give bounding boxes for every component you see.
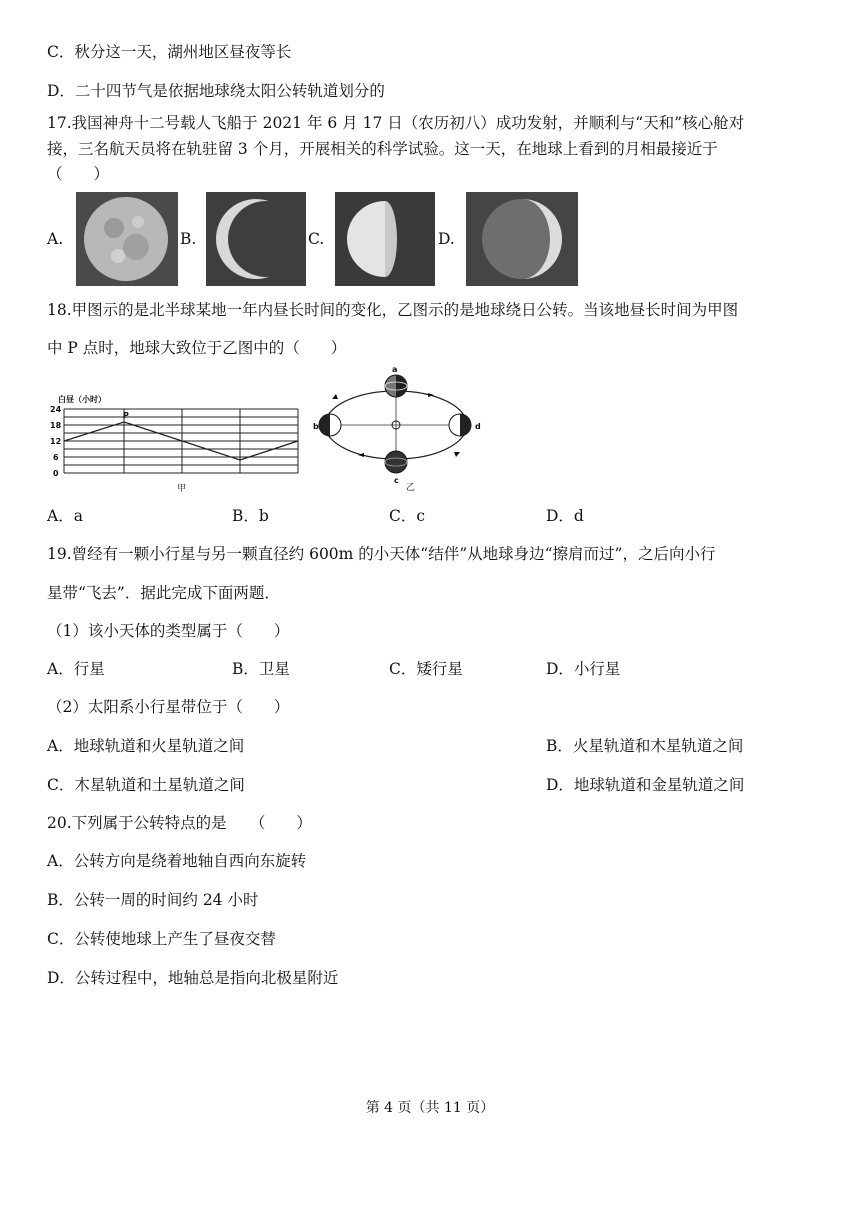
q19-1-option-c: C．矮行星 bbox=[389, 660, 463, 678]
q17-text-line3: （ ） bbox=[47, 165, 110, 183]
moon-gibbous-image bbox=[466, 192, 578, 286]
fig-yi-caption: 乙 bbox=[406, 483, 416, 493]
orbit-label-d: d bbox=[475, 422, 481, 431]
q19-1-option-d: D．小行星 bbox=[546, 660, 621, 678]
q19-2-option-a: A．地球轨道和火星轨道之间 bbox=[47, 737, 245, 755]
point-p-label: P bbox=[123, 411, 129, 420]
q19-2-option-d: D．地球轨道和金星轨道之间 bbox=[546, 776, 745, 794]
q19-text-line2: 星带“飞去”．据此完成下面两题． bbox=[47, 584, 280, 602]
q17-option-b-label: B. bbox=[180, 230, 197, 248]
daylength-ylabel: 白昼（小时） bbox=[58, 395, 106, 404]
ytick-12: 12 bbox=[50, 437, 62, 446]
q18-option-b: B．b bbox=[232, 507, 269, 525]
q18-option-c: C．c bbox=[389, 507, 426, 525]
q18-option-a: A．a bbox=[47, 507, 83, 525]
q17-text-line2: 接，三名航天员将在轨驻留 3 个月，开展相关的科学试验。这一天，在地球上看到的月相最接近于 bbox=[47, 140, 718, 158]
q19-sub1: （1）该小天体的类型属于（ ） bbox=[47, 622, 290, 640]
q19-text-line1: 19.曾经有一颗小行星与另一颗直径约 600m 的小天体“结伴”从地球身边“擦肩而过”，之后向小行 bbox=[47, 545, 716, 563]
earth-a-icon bbox=[385, 375, 407, 397]
ytick-24: 24 bbox=[50, 405, 62, 414]
ytick-18: 18 bbox=[50, 421, 62, 430]
ytick-0: 0 bbox=[53, 469, 59, 478]
q19-2-option-c: C．木星轨道和土星轨道之间 bbox=[47, 776, 245, 794]
q20-option-d: D．公转过程中，地轴总是指向北极星附近 bbox=[47, 969, 339, 987]
ytick-6: 6 bbox=[53, 453, 59, 462]
page-footer: 第 4 页（共 11 页） bbox=[365, 1100, 495, 1116]
q20-option-c: C．公转使地球上产生了昼夜交替 bbox=[47, 930, 276, 948]
daylength-chart bbox=[46, 393, 304, 497]
q20-option-b: B．公转一周的时间约 24 小时 bbox=[47, 891, 259, 909]
moon-crescent-image bbox=[206, 192, 306, 286]
q17-option-d-label: D. bbox=[438, 230, 455, 248]
option-d-line: D．二十四节气是依据地球绕太阳公转轨道划分的 bbox=[47, 82, 385, 100]
orbit-diagram bbox=[310, 366, 490, 494]
q19-1-option-a: A．行星 bbox=[47, 660, 105, 678]
q20-text: 20.下列属于公转特点的是 （ ） bbox=[47, 814, 312, 832]
moon-quarter-image bbox=[335, 192, 435, 286]
option-c-line: C．秋分这一天，湖州地区昼夜等长 bbox=[47, 43, 292, 61]
earth-b-icon bbox=[319, 414, 341, 436]
q19-1-option-b: B．卫星 bbox=[232, 660, 290, 678]
q20-option-a: A．公转方向是绕着地轴自西向东旋转 bbox=[47, 852, 307, 870]
moon-full-image bbox=[76, 192, 178, 286]
q18-text-line2: 中 P 点时，地球大致位于乙图中的（ ） bbox=[47, 339, 347, 357]
q18-text-line1: 18.甲图示的是北半球某地一年内昼长时间的变化，乙图示的是地球绕日公转。当该地昼长时间为甲图 bbox=[47, 301, 739, 319]
orbit-label-a: a bbox=[392, 366, 398, 374]
fig-jia-caption: 甲 bbox=[177, 484, 187, 494]
q19-2-option-b: B．火星轨道和木星轨道之间 bbox=[546, 737, 744, 755]
orbit-label-b: b bbox=[313, 422, 319, 431]
orbit-label-c: c bbox=[394, 476, 399, 485]
earth-d-icon bbox=[449, 414, 471, 436]
q17-option-c-label: C. bbox=[308, 230, 325, 248]
earth-c-icon bbox=[385, 451, 407, 473]
q19-sub2: （2）太阳系小行星带位于（ ） bbox=[47, 698, 290, 716]
q17-option-a-label: A. bbox=[47, 230, 64, 248]
q18-option-d: D．d bbox=[546, 507, 584, 525]
q17-text-line1: 17.我国神舟十二号载人飞船于 2021 年 6 月 17 日（农历初八）成功发射，并顺利与“天和”核心舱对 bbox=[47, 114, 745, 132]
